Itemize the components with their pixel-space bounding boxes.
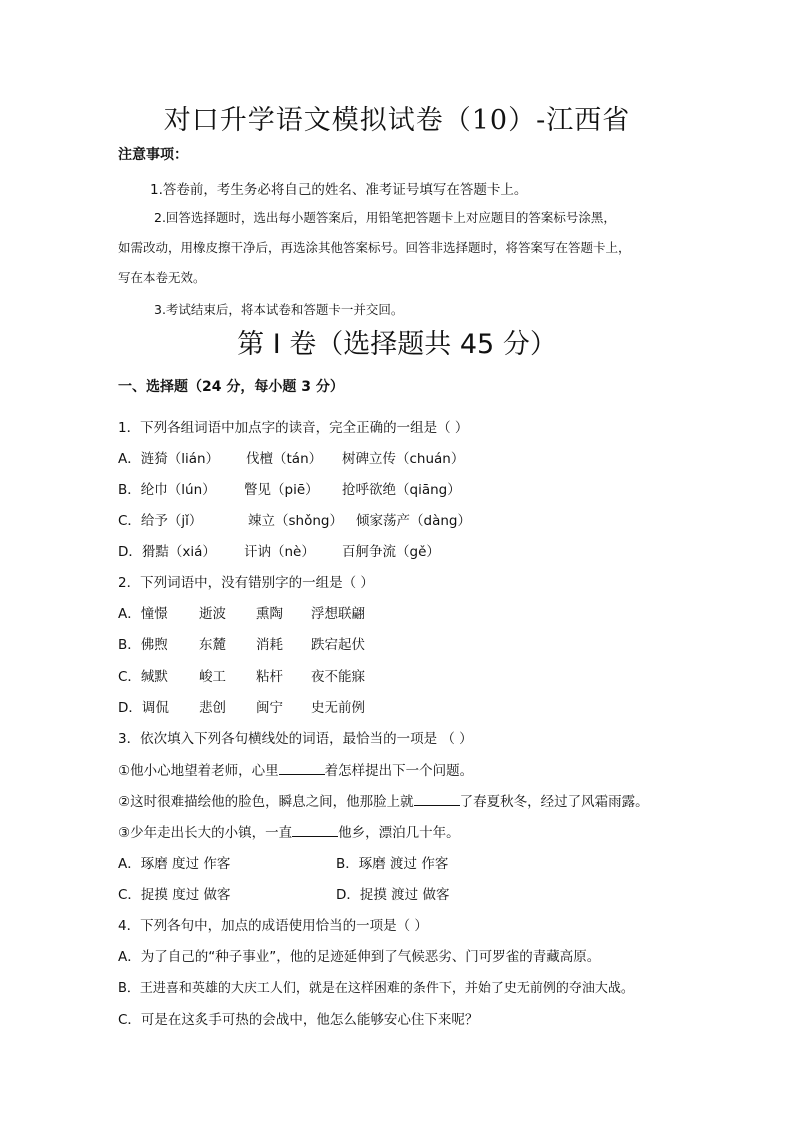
q2-option-b-3: 消耗 <box>256 637 283 653</box>
q3-blank-3 <box>292 824 338 837</box>
q1-option-d-2: 讦讷（nè） <box>244 544 315 560</box>
q1-option-c-2: 竦立（shǒng） <box>248 513 343 529</box>
q2-option-a-4: 浮想联翩 <box>311 606 365 622</box>
q3-blank-2 <box>414 793 460 806</box>
q1-option-c-3: 倾家荡产（dàng） <box>356 513 471 529</box>
q1-option-b-2: 瞥见（piē） <box>244 482 319 498</box>
q3-option-c: C．捉摸 度过 做客 <box>118 887 231 903</box>
q1-option-a-3: 树碑立传（chuán） <box>342 451 465 467</box>
q2-option-c-1: C．缄默 <box>118 669 168 685</box>
q2-option-b-1: B．佛煦 <box>118 637 168 653</box>
q3-option-d: D．捉摸 渡过 做客 <box>336 887 450 903</box>
q1-option-c-1: C．给予（jǐ） <box>118 513 203 529</box>
q2-option-d-2: 悲创 <box>199 700 226 716</box>
volume-title: 第 I 卷（选择题共 45 分） <box>237 329 557 360</box>
q2-option-c-4: 夜不能寐 <box>311 669 365 685</box>
q2-option-a-2: 逝波 <box>199 606 226 622</box>
notice-item-2-line-3: 写在本卷无效。 <box>118 270 206 285</box>
q2-option-d-4: 史无前例 <box>311 700 365 716</box>
section-title: 一、选择题（24 分，每小题 3 分） <box>118 379 344 395</box>
question-2-stem: 2．下列词语中，没有错别字的一组是（ ） <box>118 575 374 591</box>
q2-option-c-2: 峻工 <box>199 669 226 685</box>
q3-sentence-3-post: 他乡，漂泊几十年。 <box>338 825 460 841</box>
question-4-stem: 4．下列各句中，加点的成语使用恰当的一项是（ ） <box>118 918 428 934</box>
q4-option-a: A．为了自己的“种子事业”，他的足迹延伸到了气候恶劣、门可罗雀的青藏高原。 <box>118 949 601 965</box>
q3-sentence-3-pre: ③少年走出长大的小镇，一直 <box>118 825 293 841</box>
q3-sentence-1-pre: ①他小心地望着老师，心里 <box>118 763 279 779</box>
q1-option-b-1: B．纶巾（lún） <box>118 482 216 498</box>
question-1-stem: 1．下列各组词语中加点字的读音，完全正确的一组是（ ） <box>118 420 469 436</box>
q3-sentence-2 <box>118 790 649 810</box>
q3-sentence-2-pre: ②这时很难描绘他的脸色，瞬息之间，他那脸上就 <box>118 794 414 810</box>
q2-option-a-3: 熏陶 <box>256 606 283 622</box>
notice-item-2-line-2: 如需改动，用橡皮擦干净后，再选涂其他答案标号。回答非选择题时，将答案写在答题卡上， <box>118 240 631 255</box>
q1-option-a-1: A．涟猗（lián） <box>118 451 220 467</box>
q2-option-c-3: 粘杆 <box>256 669 283 685</box>
page-title: 对口升学语文模拟试卷（10）-江西省 <box>163 105 631 136</box>
notice-item-1: 1.答卷前，考生务必将自己的姓名、准考证号填写在答题卡上。 <box>150 182 528 198</box>
q3-sentence-3 <box>118 821 460 841</box>
q3-sentence-1-post: 着怎样提出下一个问题。 <box>324 763 474 779</box>
q2-option-d-3: 闽宁 <box>256 700 283 716</box>
q3-option-a: A．琢磨 度过 作客 <box>118 856 231 872</box>
q1-option-d-3: 百舸争流（gě） <box>342 544 440 560</box>
q3-option-b: B．琢磨 渡过 作客 <box>336 856 449 872</box>
q4-option-b: B．王进喜和英雄的大庆工人们，就是在这样困难的条件下，并始了史无前例的夺油大战。 <box>118 981 634 996</box>
q2-option-d-1: D．调侃 <box>118 700 169 716</box>
q1-option-d-1: D．猾黠（xiá） <box>118 544 216 560</box>
q1-option-b-3: 抢呼欲绝（qiāng） <box>342 482 461 498</box>
q3-blank-1 <box>279 762 325 775</box>
q2-option-a-1: A．憧憬 <box>118 606 168 622</box>
q2-option-b-4: 跌宕起伏 <box>311 637 365 653</box>
q2-option-b-2: 东麓 <box>199 637 226 653</box>
q3-sentence-1 <box>118 759 473 779</box>
notice-heading: 注意事项： <box>118 147 188 163</box>
q4-option-c: C．可是在这炙手可热的会战中，他怎么能够安心住下来呢？ <box>118 1012 479 1028</box>
notice-item-3: 3.考试结束后，将本试卷和答题卡一并交回。 <box>154 302 404 317</box>
question-3-stem: 3．依次填入下列各句横线处的词语，最恰当的一项是 （ ） <box>118 731 473 747</box>
notice-item-2-line-1: 2.回答选择题时，选出每小题答案后，用铅笔把答题卡上对应题目的答案标号涂黑， <box>154 210 616 225</box>
q1-option-a-2: 伐檀（tán） <box>246 451 323 467</box>
q3-sentence-2-post: 了春夏秋冬，经过了风霜雨露。 <box>459 794 649 810</box>
